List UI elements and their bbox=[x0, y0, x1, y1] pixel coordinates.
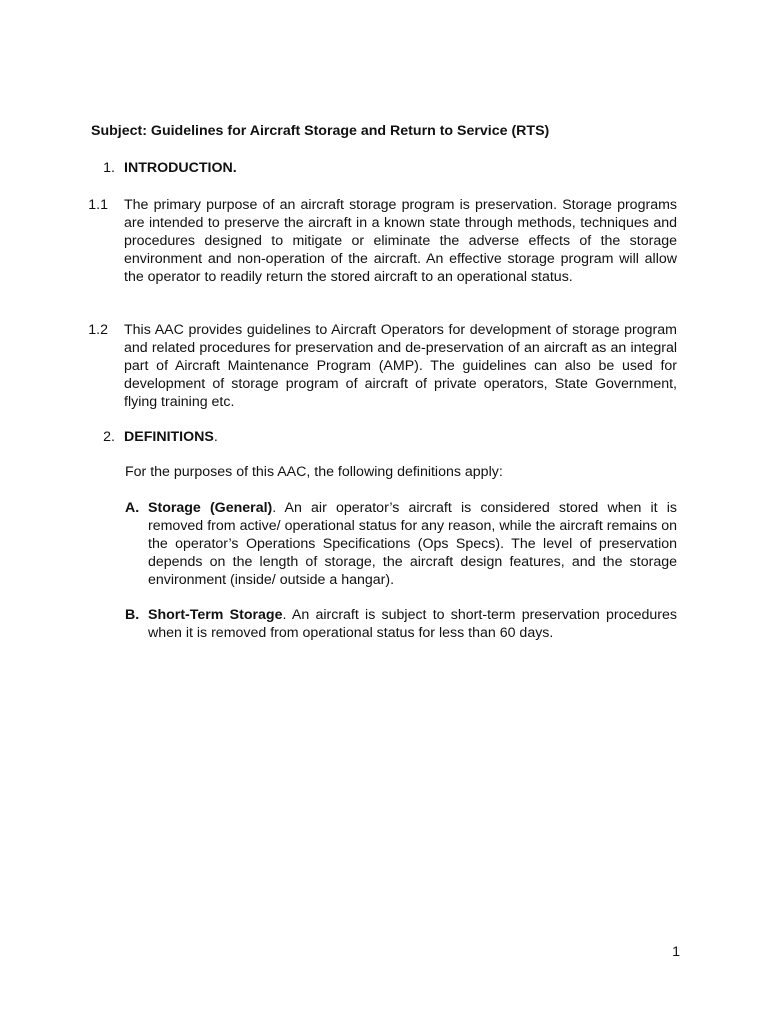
page-number: 1 bbox=[672, 944, 680, 960]
definition-b-text: . An aircraft is subject to short-term preservation procedures when it is removed from operational status for less than 60 days. bbox=[148, 607, 677, 641]
section-2-number: 2. bbox=[103, 429, 115, 445]
definition-a-text: . An air operator’s aircraft is considered stored when it is removed from active/ operational status for any reason, while the aircraft remains on the operator’s Operations Specifications (Ops Specs). The level of preservation depends on the length of storage, the aircraft design features, and the storage environment (inside/ outside a hangar). bbox=[148, 500, 677, 588]
definitions-intro: For the purposes of this AAC, the following definitions apply: bbox=[125, 464, 503, 480]
document-subject: Subject: Guidelines for Aircraft Storage and Return to Service (RTS) bbox=[91, 123, 550, 139]
section-2-title-suffix: . bbox=[213, 429, 218, 445]
paragraph-1-1-number: 1.1 bbox=[88, 197, 108, 213]
definition-b bbox=[148, 606, 677, 642]
paragraph-1-2-text: This AAC provides guidelines to Aircraft Operators for development of storage program and related procedures for preservation and de-preservation of an aircraft as an integral part of Aircraft Maintenance Program (AMP). The guidelines can also be used for development of storage program of aircraft of private operators, State Government, flying training etc. bbox=[124, 322, 677, 410]
section-1-number: 1. bbox=[103, 160, 115, 176]
definition-a-letter: A. bbox=[125, 500, 140, 516]
section-1-title: INTRODUCTION. bbox=[124, 160, 237, 176]
definition-a bbox=[148, 499, 677, 589]
paragraph-1-2-number: 1.2 bbox=[88, 322, 108, 338]
definition-b-letter: B. bbox=[125, 607, 140, 623]
section-2-heading bbox=[124, 428, 218, 446]
definition-b-term: Short-Term Storage bbox=[148, 607, 283, 623]
section-2-title: DEFINITIONS bbox=[124, 429, 214, 445]
definition-a-term: Storage (General) bbox=[148, 500, 273, 516]
paragraph-1-1-text: The primary purpose of an aircraft storage program is preservation. Storage programs are intended to preserve the aircraft in a known state through methods, techniques and procedures designed to mitigate or eliminate the adverse effects of the storage environment and non-operation of the aircraft. An effective storage program will allow the operator to readily return the stored aircraft to an operational status. bbox=[124, 197, 677, 285]
